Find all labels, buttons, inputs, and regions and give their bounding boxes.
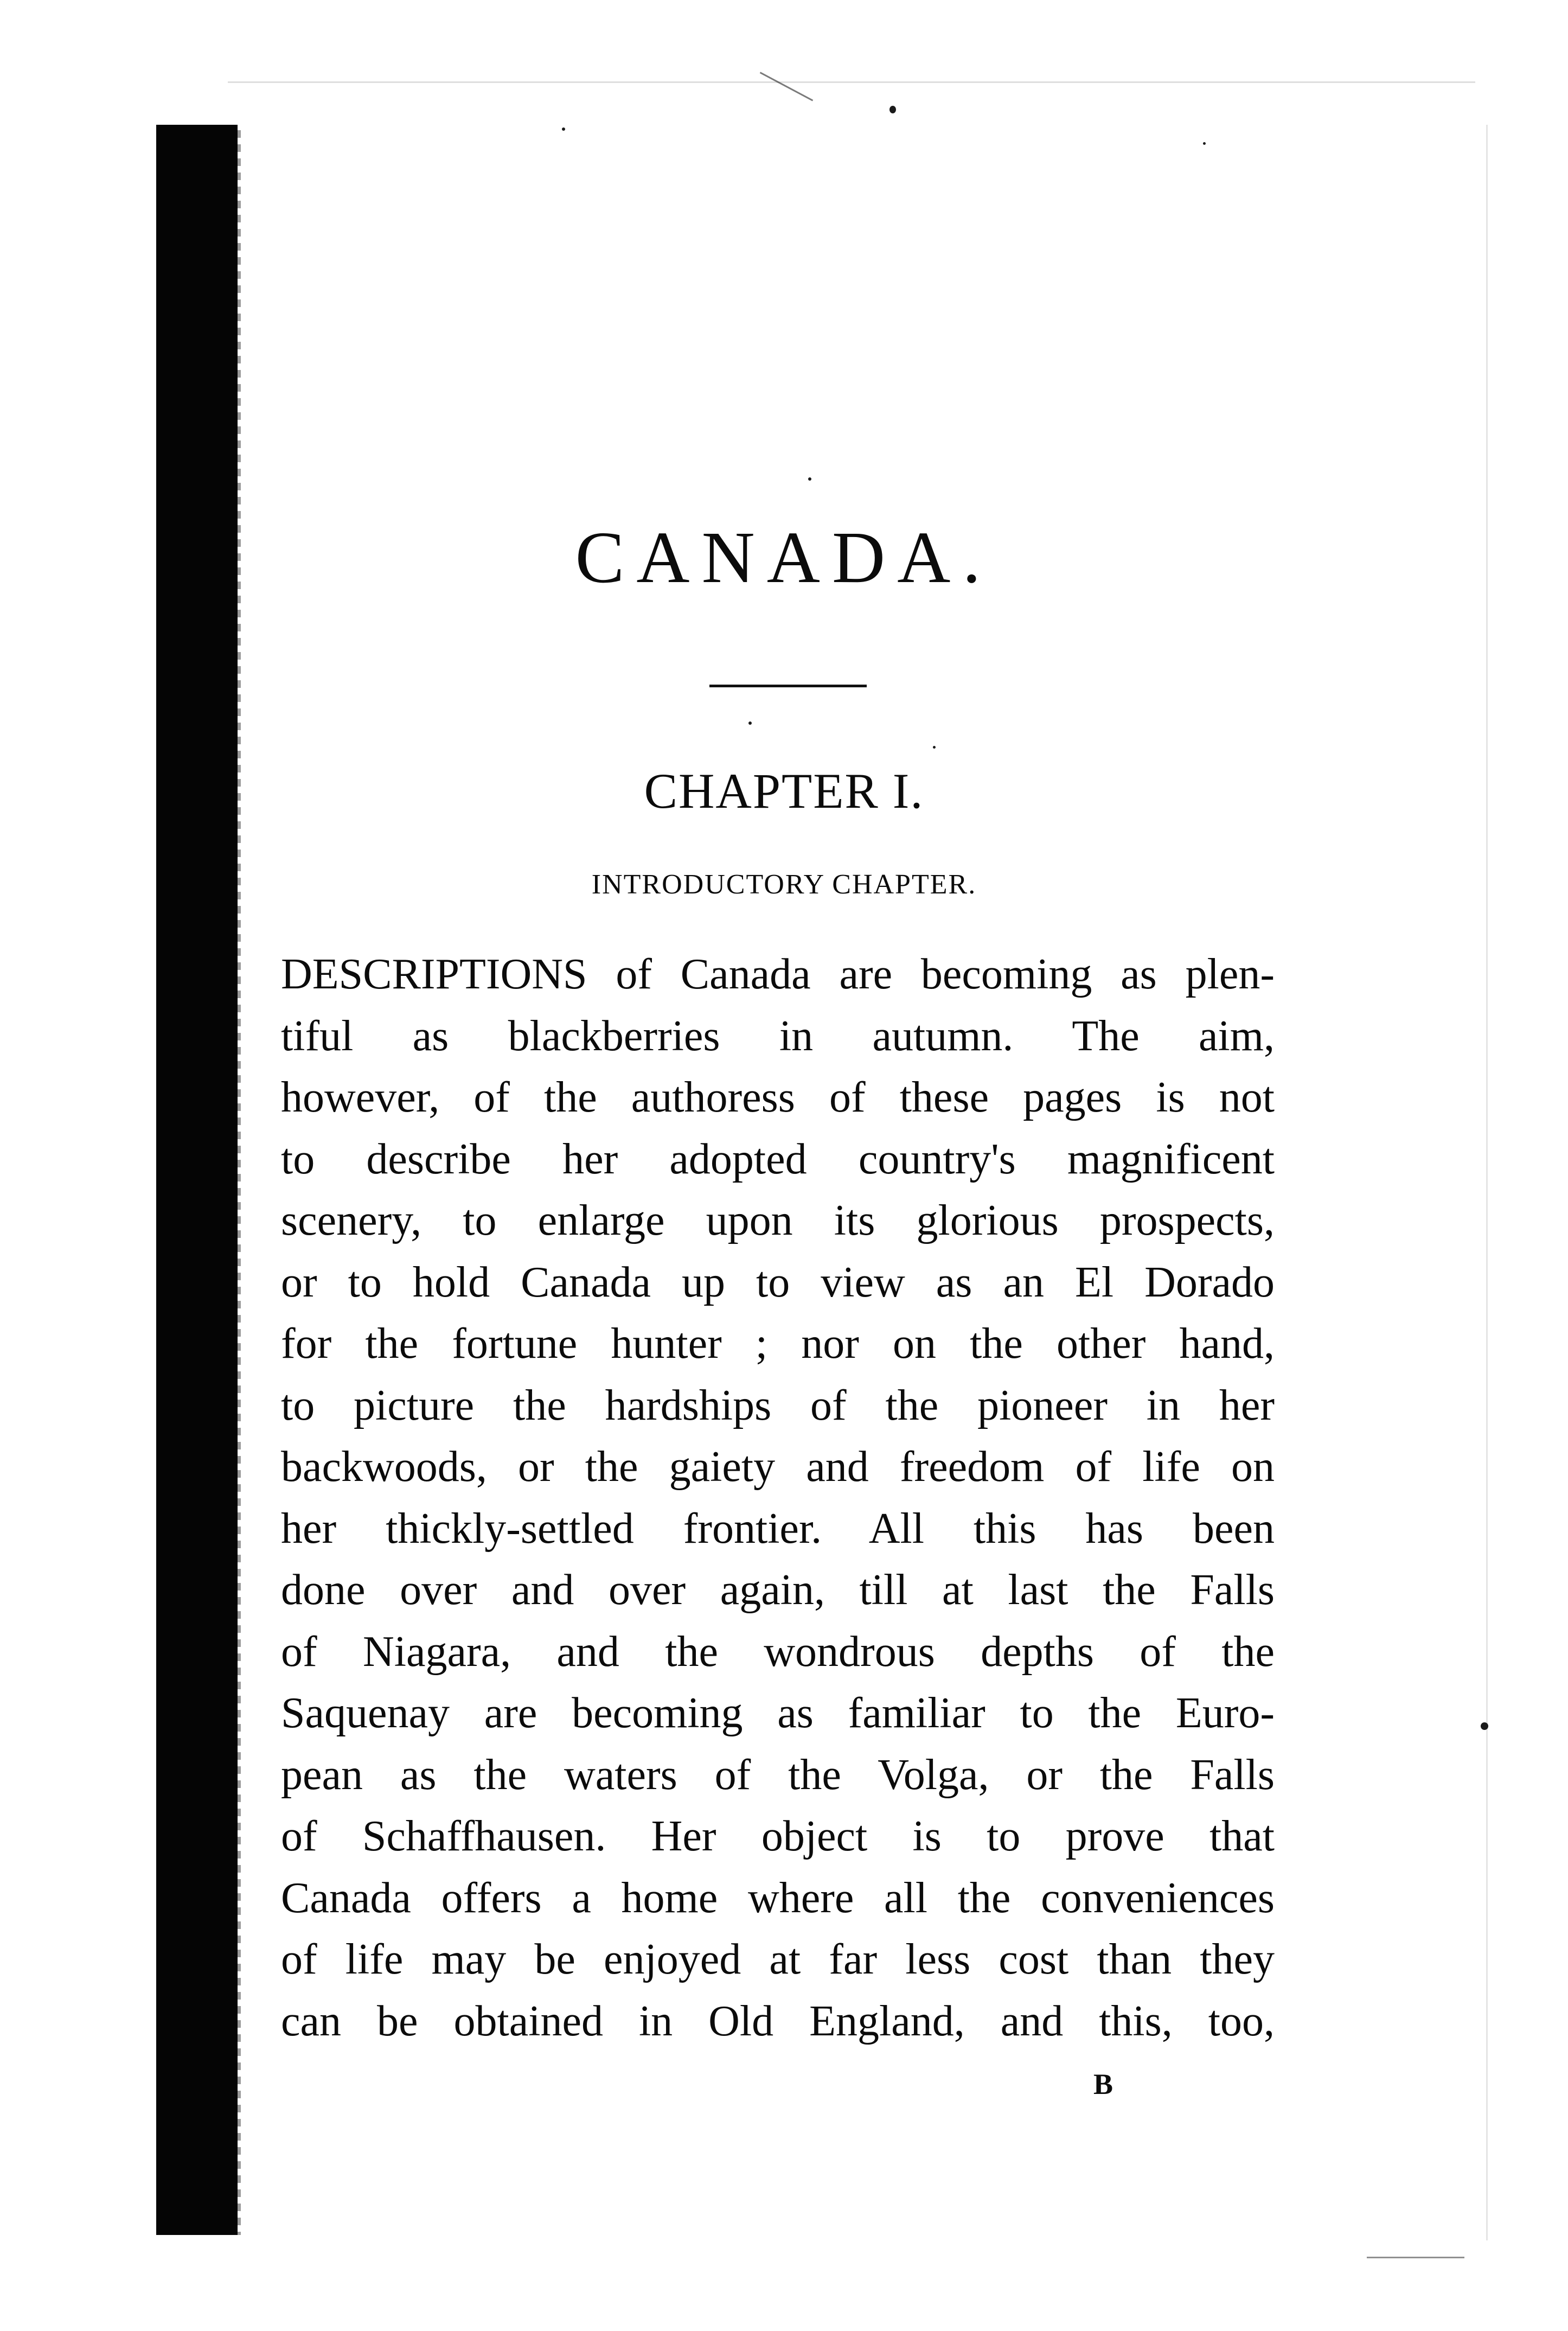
scan-speck [562, 127, 565, 131]
scan-mark [1486, 125, 1488, 2240]
scan-speck [808, 477, 811, 481]
body-line: Canada offers a home where all the conveniences [281, 1874, 1275, 1922]
title-rule [709, 685, 867, 687]
body-line: can be obtained in Old England, and this, too, [281, 1997, 1275, 2045]
signature-mark: B [1093, 2068, 1113, 2100]
scan-speck [748, 721, 752, 725]
body-line: of Schaffhausen. Her object is to prove that [281, 1812, 1275, 1860]
chapter-subtitle: INTRODUCTORY CHAPTER. [591, 869, 977, 900]
body-paragraph [281, 944, 1275, 2052]
scan-speck [933, 746, 936, 749]
binding-edge [238, 130, 241, 2235]
body-line: for the fortune hunter ; nor on the other hand, [281, 1320, 1275, 1368]
scan-speck [1203, 142, 1206, 145]
body-line: to describe her adopted country's magnificent [281, 1135, 1275, 1183]
body-line: or to hold Canada up to view as an El Dorado [281, 1258, 1275, 1306]
body-line: of life may be enjoyed at far less cost than they [281, 1936, 1275, 1983]
body-line: tiful as blackberries in autumn. The aim, [281, 1012, 1275, 1060]
body-line: DESCRIPTIONS of Canada are becoming as plen- [281, 950, 1275, 998]
scan-mark [760, 72, 814, 101]
body-line: done over and over again, till at last the Falls [281, 1566, 1275, 1614]
body-line: backwoods, or the gaiety and freedom of life on [281, 1443, 1275, 1491]
body-line: however, of the authoress of these pages is not [281, 1074, 1275, 1121]
scan-mark [228, 81, 1475, 83]
chapter-heading: CHAPTER I. [644, 763, 924, 819]
body-line: scenery, to enlarge upon its glorious prospects, [281, 1197, 1275, 1244]
body-line: Saquenay are becoming as familiar to the Euro- [281, 1689, 1275, 1737]
running-title: CANADA. [575, 517, 993, 598]
scan-mark [1367, 2257, 1464, 2258]
body-line: of Niagara, and the wondrous depths of the [281, 1627, 1275, 1676]
body-line: her thickly-settled frontier. All this has been [281, 1504, 1275, 1553]
scan-speck [889, 106, 896, 113]
binding-shadow [156, 125, 238, 2235]
body-line: pean as the waters of the Volga, or the Falls [281, 1751, 1275, 1799]
body-line: to picture the hardships of the pioneer in her [281, 1381, 1275, 1429]
